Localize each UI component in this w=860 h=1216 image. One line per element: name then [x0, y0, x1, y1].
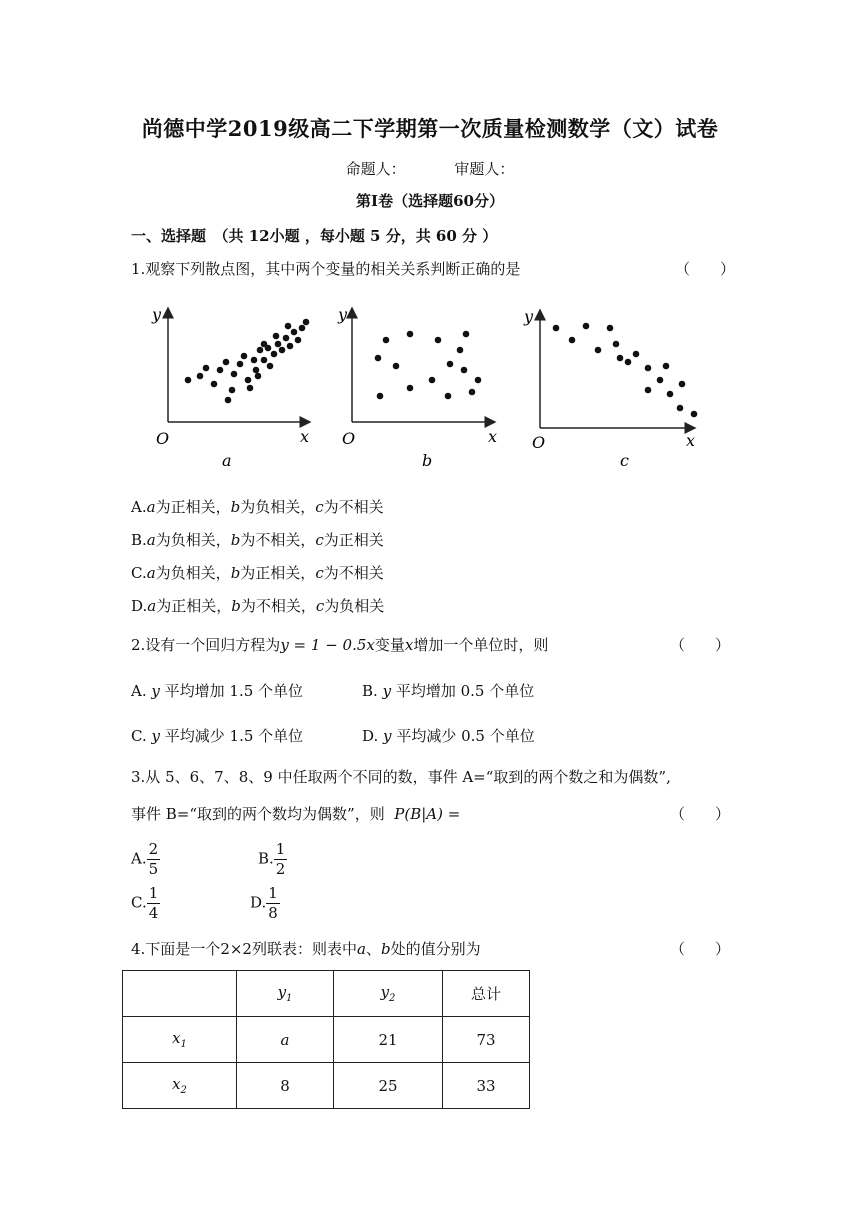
scatter-point — [261, 341, 268, 348]
scatter-point — [223, 359, 230, 366]
q1-option-b: B.a为负相关，b为不相关，c为正相关 — [131, 531, 384, 549]
q2-option-a: A. y 平均增加 1.5 个单位 — [131, 682, 304, 700]
q3-option-c: C. $\frac{1}{4}$ — [131, 884, 159, 922]
scatter-point — [375, 355, 382, 362]
scatter-point — [679, 381, 686, 388]
q3-answer-blank: （ ） — [670, 805, 731, 823]
scatter-plots — [140, 300, 720, 484]
q2-option-d: D. y 平均减少 0.5 个单位 — [362, 727, 535, 745]
table-cell: 73 — [443, 1017, 530, 1063]
scatter-point — [657, 377, 664, 384]
scatter-point — [295, 337, 302, 344]
scatter-point — [645, 387, 652, 394]
scatter-point — [625, 359, 632, 366]
q3-option-b: B. $\frac{1}{2}$ — [258, 840, 286, 878]
table-cell: 25 — [334, 1063, 443, 1109]
scatter-point — [251, 357, 258, 364]
table-header-total: 总计 — [443, 971, 530, 1017]
scatter-point — [279, 347, 286, 354]
plot-b-y-label: y — [338, 305, 348, 324]
scatter-plots-svg — [140, 300, 720, 480]
scatter-point — [275, 341, 282, 348]
scatter-point — [237, 361, 244, 368]
q2-answer-blank: （ ） — [670, 636, 731, 654]
scatter-point — [645, 365, 652, 372]
q2-stem: 2.设有一个回归方程为y = 1 − 0.5x变量x增加一个单位时，则 — [131, 636, 549, 654]
scatter-point — [677, 405, 684, 412]
scatter-point — [185, 377, 192, 384]
scatter-point — [475, 377, 482, 384]
table-cell: 21 — [334, 1017, 443, 1063]
table-cell: 8 — [237, 1063, 334, 1109]
scatter-point — [217, 367, 224, 374]
setter-label: 命题人： — [345, 160, 406, 178]
scatter-point — [617, 355, 624, 362]
plot-a-origin: O — [156, 429, 170, 448]
plot-c-x-label: x — [686, 431, 696, 450]
scatter-point — [203, 365, 210, 372]
authors-line — [0, 158, 860, 179]
scatter-point — [445, 393, 452, 400]
q2-option-c: C. y 平均减少 1.5 个单位 — [131, 727, 304, 745]
q4-answer-blank: （ ） — [670, 940, 731, 958]
scatter-point — [429, 377, 436, 384]
scatter-point — [393, 363, 400, 370]
plot-a — [151, 305, 310, 470]
scatter-point — [463, 331, 470, 338]
scatter-point — [383, 337, 390, 344]
plot-a-y-label: y — [152, 305, 162, 324]
scatter-point — [553, 325, 560, 332]
q1-stem: 1.观察下列散点图，其中两个变量的相关关系判断正确的是 — [131, 260, 521, 278]
plot-b — [337, 305, 497, 470]
scatter-point — [283, 335, 290, 342]
scatter-point — [211, 381, 218, 388]
q4-stem: 4.下面是一个2×2列联表：则表中a、b处的值分别为 — [131, 940, 481, 958]
scatter-point — [291, 329, 298, 336]
scatter-point — [633, 351, 640, 358]
q2-option-b: B. y 平均增加 0.5 个单位 — [362, 682, 535, 700]
contingency-table — [122, 970, 530, 1109]
plot-c-caption: c — [620, 451, 629, 470]
reviewer-label: 审题人： — [454, 160, 515, 178]
plot-a-caption: a — [222, 451, 232, 470]
table-cell: a — [237, 1017, 334, 1063]
exam-title: 尚德中学2019级高二下学期第一次质量检测数学（文）试卷 — [141, 116, 719, 141]
scatter-point — [407, 385, 414, 392]
scatter-point — [303, 319, 310, 326]
section-heading: 第Ⅰ卷（选择题60分） — [356, 192, 504, 210]
scatter-point — [255, 373, 262, 380]
q1-option-c: C.a为负相关，b为正相关，c为不相关 — [131, 564, 384, 582]
scatter-point — [225, 397, 232, 404]
scatter-point — [691, 411, 698, 418]
scatter-point — [569, 337, 576, 344]
q3-line2: 事件 B=“取到的两个数均为偶数”，则 P(B|A) = — [131, 805, 461, 823]
scatter-point — [377, 393, 384, 400]
plot-b-x-label: x — [488, 427, 498, 446]
scatter-point — [261, 357, 268, 364]
scatter-point — [663, 363, 670, 370]
scatter-point — [267, 363, 274, 370]
scatter-point — [229, 387, 236, 394]
table-row — [123, 971, 530, 1017]
scatter-point — [241, 353, 248, 360]
scatter-point — [257, 347, 264, 354]
scatter-point — [273, 333, 280, 340]
q1-option-a: A.a为正相关，b为负相关，c为不相关 — [131, 498, 384, 516]
table-cell — [123, 971, 237, 1017]
plot-c-y-label: y — [524, 307, 534, 326]
scatter-point — [253, 367, 260, 374]
scatter-point — [461, 367, 468, 374]
scatter-point — [469, 389, 476, 396]
table-header-y2: $y_2$ — [334, 971, 443, 1017]
scatter-point — [407, 331, 414, 338]
scatter-point — [457, 347, 464, 354]
q3-option-a: A. $\frac{2}{5}$ — [131, 840, 159, 878]
scatter-point — [667, 391, 674, 398]
table-row-x2: $x_2$ — [123, 1063, 237, 1109]
plot-b-caption: b — [422, 451, 433, 470]
q3-line1: 3.从 5、6、7、8、9 中任取两个不同的数，事件 A=“取到的两个数之和为偶数”, — [131, 768, 671, 786]
scatter-point — [285, 323, 292, 330]
scatter-point — [613, 341, 620, 348]
q1-option-d: D.a为正相关，b为不相关，c为负相关 — [131, 597, 385, 615]
table-row — [123, 1063, 530, 1109]
scatter-point — [447, 361, 454, 368]
table-cell: 33 — [443, 1063, 530, 1109]
scatter-point — [583, 323, 590, 330]
part-heading: 一、选择题 （共 12小题 ，每小题 5 分，共 60 分 ） — [131, 227, 498, 245]
q1-answer-blank: （ ） — [675, 260, 736, 278]
scatter-point — [299, 325, 306, 332]
q3-option-d: D. $\frac{1}{8}$ — [250, 884, 278, 922]
table-row — [123, 1017, 530, 1063]
scatter-point — [595, 347, 602, 354]
scatter-point — [197, 373, 204, 380]
scatter-point — [435, 337, 442, 344]
table-row-x1: $x_1$ — [123, 1017, 237, 1063]
plot-a-x-label: x — [300, 427, 310, 446]
scatter-point — [607, 325, 614, 332]
scatter-point — [247, 385, 254, 392]
plot-b-origin: O — [342, 429, 356, 448]
scatter-point — [271, 351, 278, 358]
scatter-point — [231, 371, 238, 378]
plot-c-origin: O — [532, 433, 546, 452]
scatter-point — [287, 343, 294, 350]
plot-c — [523, 307, 697, 470]
scatter-point — [245, 377, 252, 384]
table-header-y1: $y_1$ — [237, 971, 334, 1017]
